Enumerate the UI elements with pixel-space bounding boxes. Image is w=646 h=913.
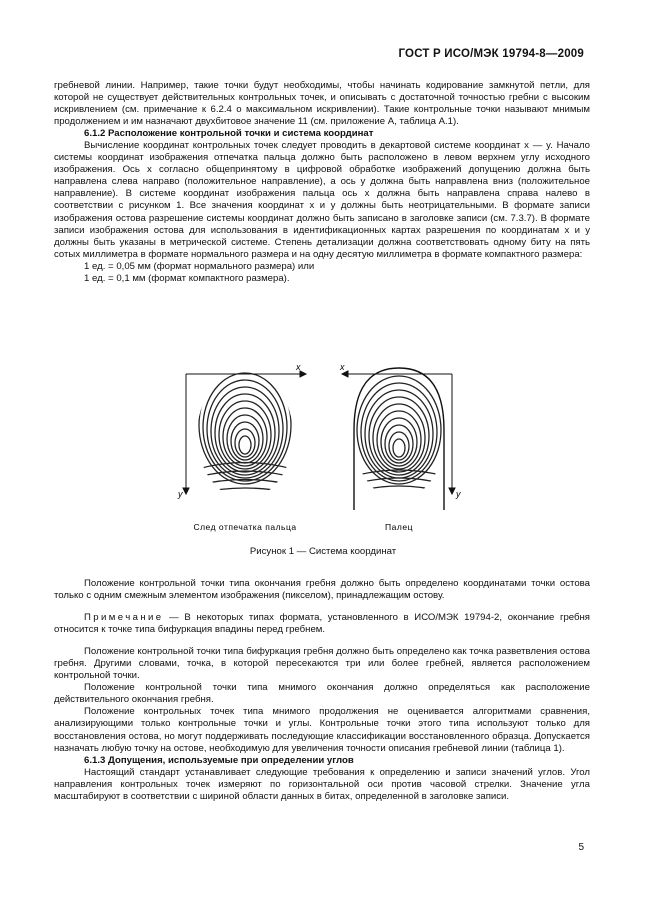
- page-number: 5: [578, 842, 584, 853]
- note-text: — В некоторых типах формата, установленного в ИСО/МЭК 19794-2, окончание гребня относится к точке типа бифуркация впадины перед гребнем.: [54, 612, 590, 636]
- paragraph-virtual-continuation: Положение контрольных точек типа мнимого продолжения не оценивается алгоритмами сравнения, анализирующими только контрольные точки и углы. Контрольные точки этого типа используют только для восстановления остова, но могут поддерживать последующие классификации восстановленного образца. Допускается назначать любую точку на остове, необходимую для увеличения точности описания гребневой линии (таблица 1).: [54, 706, 590, 754]
- axis-x-label-right: x: [340, 362, 345, 372]
- example-normal-size: 1 ед. = 0,05 мм (формат нормального размера) или: [84, 260, 315, 272]
- axis-y-label-right: y: [456, 489, 461, 499]
- figure-caption: Рисунок 1 — Система координат: [249, 546, 397, 557]
- section-heading-6-1-3: 6.1.3 Допущения, используемые при определении углов: [84, 754, 354, 766]
- paragraph-virtual-ending: Положение контрольной точки типа мнимого окончания должно определяться как расположение действительного окончания гребня.: [54, 682, 590, 706]
- lower-text: [54, 578, 590, 803]
- note-label: Примечание: [84, 612, 164, 624]
- note: [54, 612, 590, 636]
- paragraph-ridge-ending: Положение контрольной точки типа окончания гребня должно быть определено координатами точки остова только с одним смежным элементом изображения (пикселом), принадлежащим остову.: [54, 578, 590, 602]
- document-header: ГОСТ Р ИСО/МЭК 19794-8—2009: [398, 48, 584, 60]
- figure-drawing: [54, 360, 590, 560]
- finger-label: Палец: [385, 522, 413, 532]
- paragraph-continued: гребневой линии. Например, такие точки будут необходимы, чтобы начинать кодирование замкнутой петли, для которой не существует действительных контрольных точек, и описывать с достаточной точностью гребни с высоким искривлением (см. примечание к 6.2.4 о максимальном искривлении). Такие контрольные точки называют мнимым продолжением и им назначают двухбитовое значение 11 (см. приложение А, таблица А.1).: [54, 80, 590, 128]
- paragraph-coordinate-system: Вычисление координат контрольных точек следует проводить в декартовой системе координат x — y. Начало системы координат изображения отпечатка пальца должно быть расположено в левом верхнем углу исходного изображения. Ось x согласно общепринятому в цифровой обработке изображений допущению должна быть направлена слева направо (положительное направление), а ось y должна быть направлена вниз (положительное направление). В системе координат изображения пальца ось x должна быть направлена справа налево в соответствии с рисунком 1. Все значения координат x и y должны быть неотрицательными. В формате записи изображения остова разрешение системы координат должно быть записано в заголовке записи (см. 7.3.7). В формате записи изображения остова для использования в идентификационных картах разрешения по координатам x и y должны быть указаны в метрической системе. Степень детализации должна соответствовать одному биту на пять сотых миллиметра в формате нормального размера и на одну десятую миллиметра в формате компактного размера:: [54, 140, 590, 260]
- section-heading-6-1-2: 6.1.2 Расположение контрольной точки и система координат: [84, 128, 374, 140]
- axis-x-label-left: x: [296, 362, 301, 372]
- example-compact-size: 1 ед. = 0,1 мм (формат компактного размера).: [84, 272, 290, 284]
- paragraph-angle-conventions: Настоящий стандарт устанавливает следующие требования к определению и записи значений углов. Угол направления контрольных точек измеряют по горизонтальной оси против часовой стрелки. Значение угла масштабируют в соответствии с шириной области данных в битах, определенной в заголовке записи.: [54, 766, 590, 802]
- fingerprint-impression-image: [194, 366, 296, 494]
- paragraph-ridge-bifurcation: Положение контрольной точки типа бифуркация гребня должно быть определено как точка разветвления остова гребня. Другими словами, точка, в которой пересекаются три или более гребней, является расположением контрольной точки.: [54, 646, 590, 682]
- fingerprint-impression-label: След отпечатка пальца: [193, 522, 297, 532]
- upper-text: [54, 80, 590, 285]
- axis-y-label-left: y: [178, 489, 183, 499]
- figure-coordinate-system: [54, 360, 590, 560]
- finger-image: [354, 368, 444, 510]
